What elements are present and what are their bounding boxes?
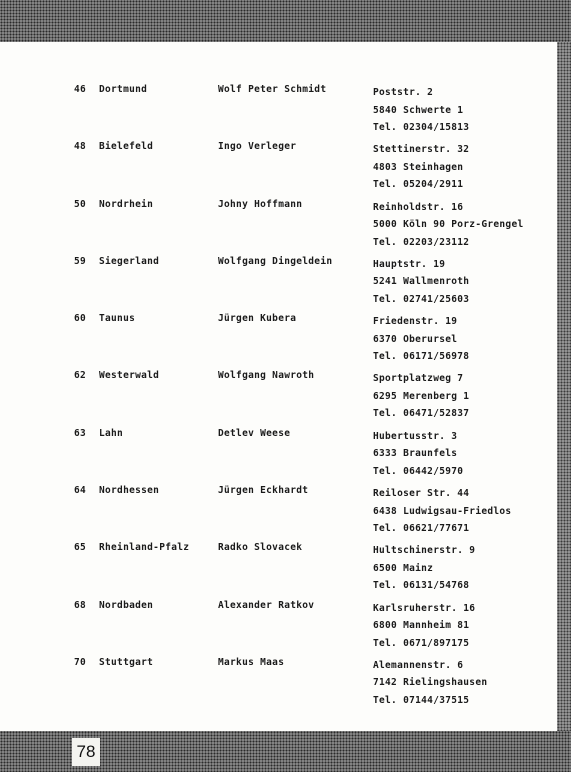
entry-contact-name: Wolfgang Dingeldein: [218, 255, 333, 267]
list-item: [0, 428, 557, 485]
entry-street: Poststr. 2: [373, 87, 434, 98]
entry-number: 62: [74, 370, 87, 382]
list-item: [0, 485, 557, 542]
entry-phone: Tel. 06471/52837: [373, 408, 470, 420]
entry-region: Nordrhein: [99, 198, 154, 210]
entry-city: 5840 Schwerte 1: [373, 104, 464, 116]
entry-street: Reiloser Str. 44: [373, 488, 470, 500]
entry-city: 6800 Mannheim 81: [373, 620, 470, 632]
entry-city: 6370 Oberursel: [373, 333, 458, 345]
entry-contact-name: Markus Maas: [218, 656, 285, 668]
list-item: [0, 141, 557, 198]
entry-contact-name: Jürgen Eckhardt: [218, 485, 309, 497]
entry-region: Nordbaden: [99, 599, 154, 611]
entry-street: Sportplatzweg 7: [373, 373, 464, 385]
entry-city: 5241 Wallmenroth: [373, 276, 470, 288]
entry-city: 6333 Braunfels: [373, 448, 458, 460]
halftone-border-right: [557, 42, 571, 731]
list-item: [0, 84, 557, 141]
entry-address: [373, 370, 469, 423]
entry-number: 59: [74, 255, 87, 267]
entry-number: 65: [74, 542, 87, 554]
entry-contact-name: Johny Hoffmann: [218, 198, 303, 210]
entry-phone: Tel. 05204/2911: [373, 179, 464, 191]
entry-address: [373, 141, 469, 194]
entry-number: 63: [74, 427, 87, 439]
entry-contact-name: Jürgen Kubera: [218, 313, 297, 325]
entry-street: Hubertusstr. 3: [373, 430, 458, 442]
entry-number: 60: [74, 313, 87, 325]
entry-address: [373, 199, 524, 252]
entry-address: [373, 84, 469, 137]
club-contact-list: [0, 84, 557, 714]
entry-city: 7142 Rielingshausen: [373, 677, 488, 689]
list-item: [0, 542, 557, 599]
page-number: 78: [72, 738, 100, 766]
entry-region: Nordhessen: [99, 485, 160, 497]
list-item: [0, 256, 557, 313]
entry-street: Stettinerstr. 32: [373, 144, 470, 156]
entry-address: [373, 485, 511, 538]
entry-street: Reinholdstr. 16: [373, 201, 464, 213]
entry-address: [373, 428, 463, 481]
list-item: [0, 313, 557, 370]
entry-region: Stuttgart: [99, 656, 154, 668]
list-item: [0, 600, 557, 657]
entry-number: 50: [74, 198, 87, 210]
entry-city: 6438 Ludwigsau-Friedlos: [373, 505, 512, 517]
entry-city: 6295 Merenberg 1: [373, 390, 470, 402]
list-item: [0, 370, 557, 427]
entry-region: Westerwald: [99, 370, 160, 382]
entry-address: [373, 542, 475, 595]
list-item: [0, 657, 557, 714]
entry-phone: Tel. 02741/25603: [373, 293, 470, 305]
entry-address: [373, 256, 469, 309]
entry-city: 4803 Steinhagen: [373, 161, 464, 173]
entry-city: 6500 Mainz: [373, 562, 434, 574]
entry-city: 5000 Köln 90 Porz-Grengel: [373, 219, 524, 231]
entry-phone: Tel. 06171/56978: [373, 351, 470, 363]
entry-phone: Tel. 06621/77671: [373, 523, 470, 535]
entry-contact-name: Wolfgang Nawroth: [218, 370, 315, 382]
entry-phone: Tel. 06131/54768: [373, 580, 470, 592]
entry-phone: Tel. 02304/15813: [373, 122, 470, 133]
entry-address: [373, 313, 469, 366]
entry-phone: Tel. 0671/897175: [373, 637, 470, 649]
entry-street: Friedenstr. 19: [373, 316, 458, 328]
entry-region: Siegerland: [99, 255, 160, 267]
entry-address: [373, 600, 475, 653]
entry-address: [373, 657, 487, 710]
entry-phone: Tel. 07144/37515: [373, 694, 470, 706]
halftone-border-top: [0, 0, 571, 42]
entry-street: Hauptstr. 19: [373, 258, 446, 270]
entry-phone: Tel. 02203/23112: [373, 236, 470, 248]
entry-number: 64: [74, 485, 87, 497]
entry-number: 68: [74, 599, 87, 611]
entry-street: Karlsruherstr. 16: [373, 602, 476, 614]
entry-street: Alemannenstr. 6: [373, 659, 464, 671]
entry-contact-name: Wolf Peter Schmidt: [218, 84, 327, 95]
entry-region: Dortmund: [99, 84, 148, 95]
entry-contact-name: Alexander Ratkov: [218, 599, 315, 611]
entry-region: Bielefeld: [99, 141, 154, 153]
list-item: [0, 199, 557, 256]
entry-number: 48: [74, 141, 87, 153]
entry-region: Taunus: [99, 313, 136, 325]
entry-contact-name: Ingo Verleger: [218, 141, 297, 153]
entry-street: Hultschinerstr. 9: [373, 545, 476, 557]
entry-number: 70: [74, 656, 87, 668]
entry-contact-name: Radko Slovacek: [218, 542, 303, 554]
entry-phone: Tel. 06442/5970: [373, 465, 464, 477]
entry-contact-name: Detlev Weese: [218, 427, 291, 439]
entry-number: 46: [74, 84, 87, 95]
entry-region: Lahn: [99, 427, 124, 439]
entry-region: Rheinland-Pfalz: [99, 542, 190, 554]
